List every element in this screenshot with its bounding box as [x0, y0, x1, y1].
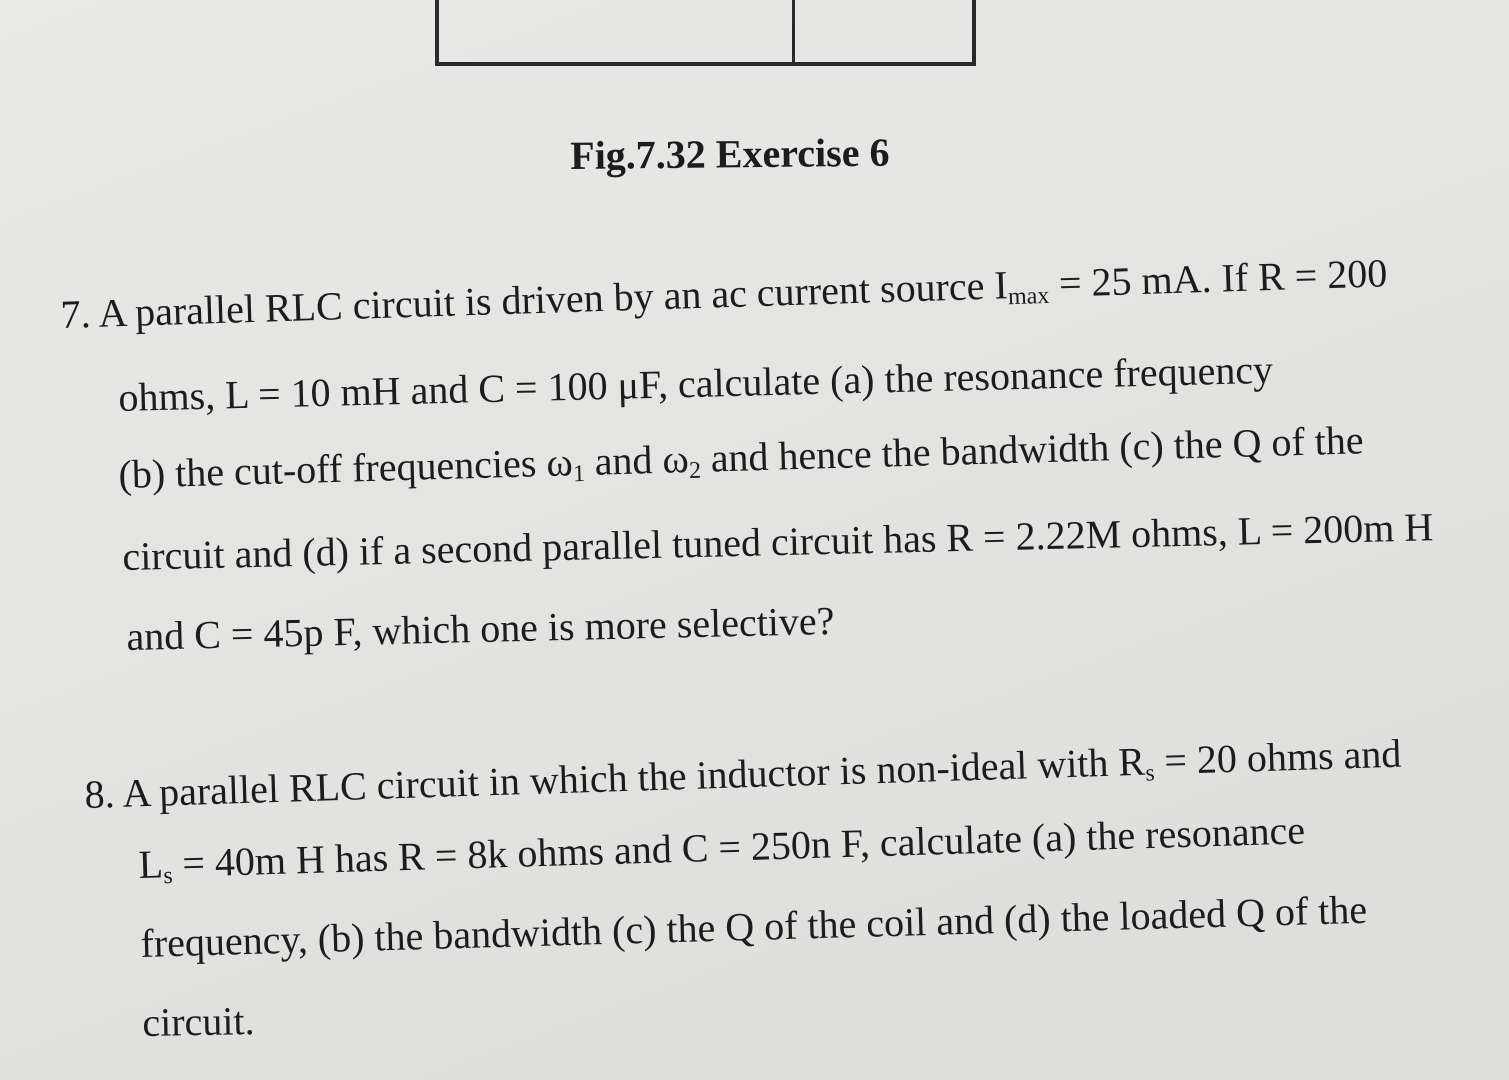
problem-8-line-1: 8. A parallel RLC circuit in which the inductor is non-ideal with $R_s = 20$ ohms and — [83, 730, 1402, 817]
figure-divider-line — [792, 0, 795, 66]
figure-caption: Fig.7.32 Exercise 6 — [570, 129, 890, 178]
problem-7-line-2: ohms, L = 10 mH and C = 100 μF, calculate (a) the resonance frequency — [117, 346, 1274, 420]
problem-number: 7. — [59, 291, 92, 337]
circuit-figure-fragment — [435, 0, 976, 66]
problem-8-line-3: frequency, (b) the bandwidth (c) the Q of the coil and (d) the loaded Q of the — [139, 886, 1368, 966]
problem-7-line-1: 7. A parallel RLC circuit is driven by an ac current source $I_{max} = 25$ mA. If R = 200 — [59, 250, 1388, 337]
problem-7-line-4: circuit and (d) if a second parallel tuned circuit has R = 2.22M ohms, L = 200m H — [121, 504, 1434, 579]
problem-number: 8. — [83, 771, 116, 817]
problem-7-line-3: (b) the cut-off frequencies $\omega_1$ and $\omega_2$ and hence the bandwidth (c) the Q of the — [117, 417, 1365, 497]
problem-7-line-5: and C = 45p F, which one is more selective? — [125, 597, 835, 659]
problem-8-line-2: $L_s = 40m$ H has R = 8k ohms and C = 250n F, calculate (a) the resonance — [137, 807, 1306, 890]
problem-8-line-4: circuit. — [141, 998, 255, 1045]
